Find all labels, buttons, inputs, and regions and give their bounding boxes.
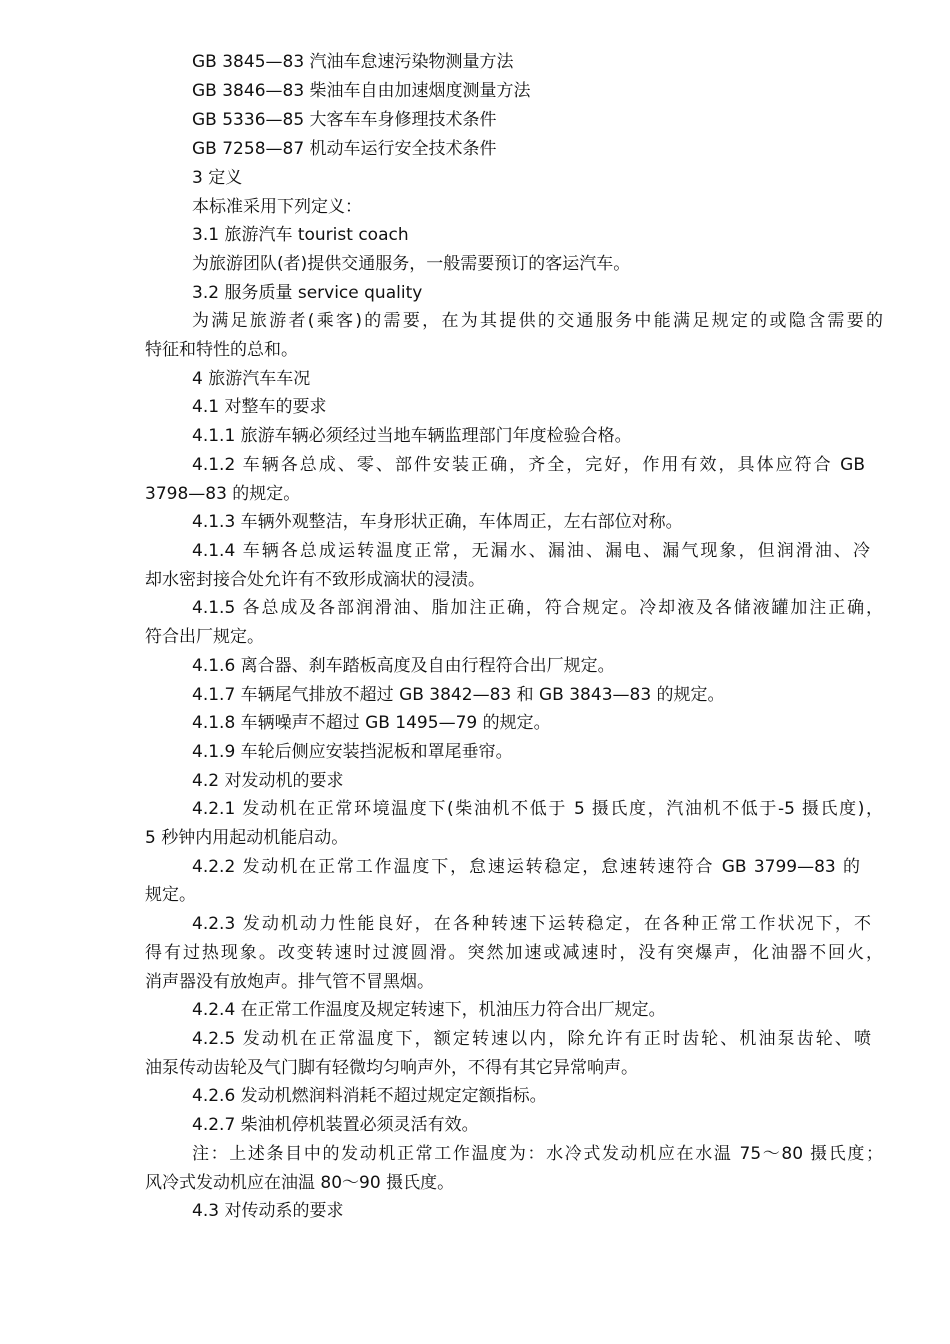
text-line: 4.1.3 车辆外观整洁，车身形状正确，车体周正，左右部位对称。 [192,512,683,532]
text-line: 5 秒钟内用起动机能启动。 [145,828,349,848]
note-line: 风冷式发动机应在油温 80～90 摄氏度。 [145,1173,455,1193]
text-line: 得有过热现象。改变转速时过渡圆滑。突然加速或减速时，没有突爆声，化油器不回火， [145,943,883,963]
text-line: 4.2.6 发动机燃润料消耗不超过规定定额指标。 [192,1086,547,1106]
text-line: 为旅游团队(者)提供交通服务，一般需要预订的客运汽车。 [192,254,631,274]
text-line: 4.2.7 柴油机停机装置必须灵活有效。 [192,1115,479,1135]
text-line: GB 3846—83 柴油车自由加速烟度测量方法 [192,81,531,101]
text-line: 4.1.9 车轮后侧应安装挡泥板和罩尾垂帘。 [192,742,513,762]
section-heading: 4 旅游汽车车况 [192,369,311,389]
text-line: 特征和特性的总和。 [145,340,298,360]
text-line: 4.1.4 车辆各总成运转温度正常，无漏水、漏油、漏电、漏气现象，但润滑油、冷 [192,541,870,561]
text-line: 本标准采用下列定义： [192,197,362,217]
text-line: 消声器没有放炮声。排气管不冒黑烟。 [145,972,434,992]
text-line: 4.2.2 发动机在正常工作温度下，怠速运转稳定，怠速转速符合 GB 3799—83 的 [192,857,860,877]
text-line: 却水密封接合处允许有不致形成滴状的浸渍。 [145,570,485,590]
text-line: GB 5336—85 大客车车身修理技术条件 [192,110,497,130]
text-line: 4.2.5 发动机在正常温度下，额定转速以内，除允许有正时齿轮、机油泵齿轮、喷 [192,1029,871,1049]
text-line: GB 3845—83 汽油车怠速污染物测量方法 [192,52,514,72]
text-line: 规定。 [145,885,196,905]
text-line: 4.1.1 旅游车辆必须经过当地车辆监理部门年度检验合格。 [192,426,632,446]
text-line: 4.2.1 发动机在正常环境温度下(柴油机不低于 5 摄氏度，汽油机不低于-5 摄氏度)， [192,799,883,819]
clause-heading: 4.2 对发动机的要求 [192,771,344,791]
text-line: 符合出厂规定。 [145,627,264,647]
text-line: 4.1.8 车辆噪声不超过 GB 1495—79 的规定。 [192,713,551,733]
clause-heading: 4.3 对传动系的要求 [192,1201,344,1221]
text-line: 4.2.3 发动机动力性能良好，在各种转速下运转稳定，在各种正常工作状况下，不 [192,914,871,934]
text-line: 4.1.6 离合器、刹车踏板高度及自由行程符合出厂规定。 [192,656,615,676]
text-line: 油泵传动齿轮及气门脚有轻微均匀响声外，不得有其它异常响声。 [145,1058,638,1078]
text-line: 4.1.7 车辆尾气排放不超过 GB 3842—83 和 GB 3843—83 的规定。 [192,685,725,705]
section-heading: 3 定义 [192,168,243,188]
text-line: 4.1.5 各总成及各部润滑油、脂加注正确，符合规定。冷却液及各储液罐加注正确， [192,598,883,618]
clause-heading: 3.2 服务质量 service quality [192,283,423,303]
text-line: 3798—83 的规定。 [145,484,301,504]
text-line: 为满足旅游者(乘客)的需要，在为其提供的交通服务中能满足规定的或隐含需要的 [192,311,883,331]
note-line: 注：上述条目中的发动机正常工作温度为：水冷式发动机应在水温 75～80 摄氏度； [192,1144,883,1164]
clause-heading: 3.1 旅游汽车 tourist coach [192,225,409,245]
text-line: 4.2.4 在正常工作温度及规定转速下，机油压力符合出厂规定。 [192,1000,666,1020]
clause-heading: 4.1 对整车的要求 [192,397,327,417]
text-line: GB 7258—87 机动车运行安全技术条件 [192,139,497,159]
text-line: 4.1.2 车辆各总成、零、部件安装正确，齐全，完好，作用有效，具体应符合 GB [192,455,865,475]
